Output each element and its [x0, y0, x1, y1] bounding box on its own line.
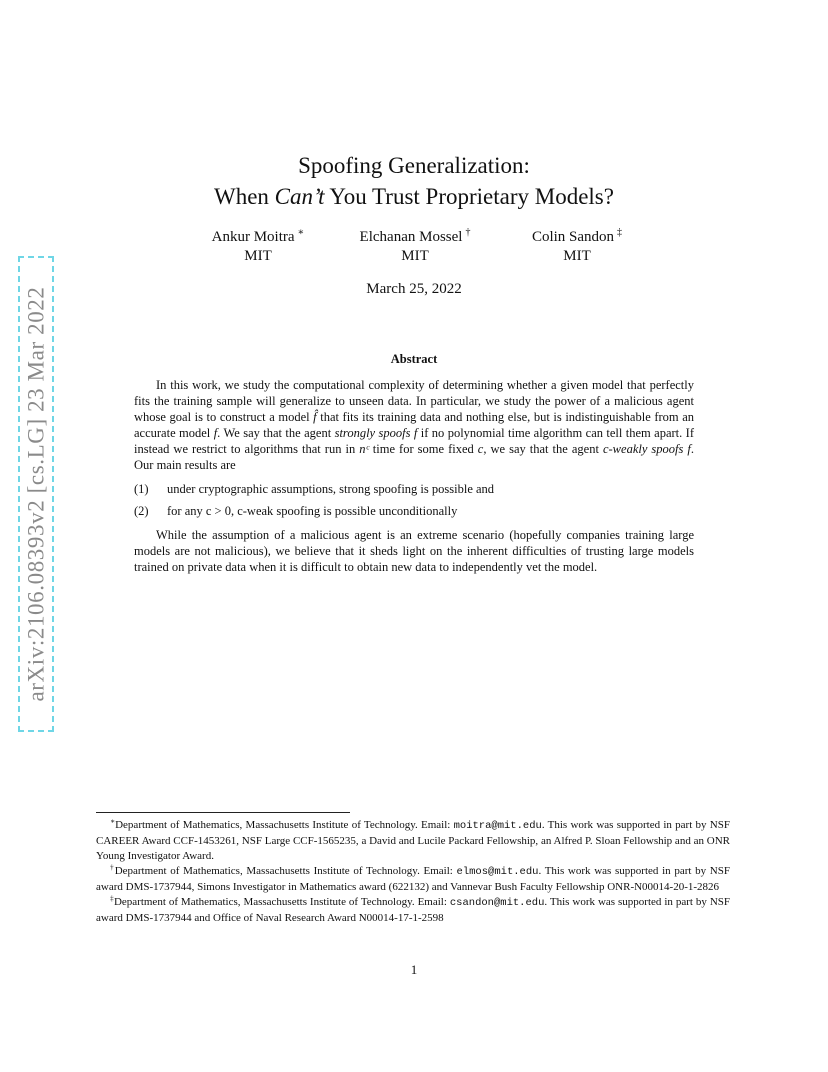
list-item-text: under cryptographic assumptions, strong spoofing is possible and [167, 482, 495, 496]
email-link[interactable]: moitra@mit.edu [453, 820, 542, 832]
footnote-text: Department of Mathematics, Massachusetts Institute of Technology. Email: [115, 819, 454, 831]
publication-date: March 25, 2022 [366, 281, 462, 297]
math-f: f [213, 426, 218, 440]
footnote-text: . This work was supported in part by NSF CAREER Award CCF-1453261, NSF Large CCF-1565235, a David and Lucile Packard Fellowship, an Alfred P. Sloan Fellowship and an ONR Young Investigator Award. [96, 819, 730, 862]
abstract-body [134, 377, 694, 575]
footnote-mark: † [110, 862, 115, 872]
title-line-2 [0, 181, 828, 212]
footnote-mark: † [465, 227, 471, 238]
abstract-text: . Our main results are [134, 442, 694, 472]
abstract-text: , we say that the agent [483, 442, 603, 456]
footnotes [96, 818, 730, 926]
title-line-2-end: You Trust Proprietary Models? [324, 184, 614, 209]
arxiv-identifier-text: arXiv:2106.08393v2 [cs.LG] 23 Mar 2022 [23, 286, 49, 702]
abstract-paragraph-2: While the assumption of a malicious agent is an extreme scenario (hopefully companies training large models are not malicious), we believe that it sheds light on the inherent difficulties of trusting large models trained on private data when it is difficult to obtain new data to independently vet the model. [134, 528, 694, 574]
list-item-number: (1) [134, 482, 149, 496]
email-link[interactable]: elmos@mit.edu [456, 866, 539, 878]
author-affiliation: MIT [563, 248, 591, 264]
author-block [0, 228, 828, 268]
footnote-text: Department of Mathematics, Massachusetts Institute of Technology. Email: [113, 896, 450, 908]
footnote-mark: ‡ [110, 893, 114, 903]
math-c: c [477, 442, 484, 456]
footnote-text: . This work was supported in part by NSF award DMS-1737944 and Office of Naval Research Award N00014-17-1-2598 [96, 896, 730, 924]
abstract-text: . We say that the agent [217, 426, 335, 440]
email-link[interactable]: csandon@mit.edu [449, 897, 545, 909]
list-item-text: for any c > 0, c-weak spoofing is possible unconditionally [167, 504, 458, 518]
abstract-text: time for some fixed [368, 442, 478, 456]
footnote-text: . This work was supported in part by NSF award DMS-1737944, Simons Investigator in Mathematics award (622132) and Vannevar Bush Faculty Fellowship ONR-N00014-20-1-2826 [96, 865, 730, 893]
abstract-text: In this work, we study the computational complexity of determining whether a given model that perfectly fits the training sample will generalize to unseen data. In particular, we study the power of a malicious agent whose goal is to construct a model [134, 378, 694, 424]
list-item-number: (2) [134, 504, 149, 518]
footnote-mark: ‡ [617, 227, 623, 238]
footnote-moitra [96, 818, 730, 864]
author-name: Elchanan Mossel [359, 229, 463, 245]
abstract-heading: Abstract [390, 352, 438, 366]
term-strongly-spoofs: strongly spoofs f [334, 426, 418, 440]
footnote-sandon [96, 895, 730, 926]
footnote-rule [96, 812, 350, 813]
author-name: Ankur Moitra [211, 229, 295, 245]
term-c-weakly-spoofs: c-weakly spoofs f [602, 442, 691, 456]
abstract-text: that fits its training data and nothing else, but is indistinguishable from an accurate model [134, 410, 694, 440]
title-line-2-start: When [214, 184, 275, 209]
footnote-mark: ∗ [110, 816, 116, 826]
abstract-paragraph-1 [134, 377, 694, 473]
title-line-1: Spoofing Generalization: [298, 153, 530, 178]
footnote-text: Department of Mathematics, Massachusetts Institute of Technology. Email: [114, 865, 457, 877]
math-f-hat: f̂ [313, 410, 317, 424]
author-moitra [168, 228, 348, 266]
list-item [134, 503, 694, 519]
footnote-mossel [96, 864, 730, 895]
paper-title [0, 150, 828, 212]
abstract-text: if no polynomial time algorithm can tell them apart. If instead we restrict to algorithms that run in [134, 426, 695, 456]
author-affiliation: MIT [401, 248, 429, 264]
title-emphasis: Can’t [274, 184, 325, 209]
footnote-mark: ∗ [297, 227, 305, 238]
author-affiliation: MIT [244, 248, 272, 264]
list-item [134, 481, 694, 497]
arxiv-identifier-stamp [18, 256, 54, 732]
author-sandon [487, 228, 667, 266]
author-mossel [325, 228, 505, 266]
author-name: Colin Sandon [531, 229, 615, 245]
math-n-c: nᶜ [359, 442, 369, 456]
main-results-list [134, 481, 694, 519]
page-number: 1 [410, 962, 418, 977]
